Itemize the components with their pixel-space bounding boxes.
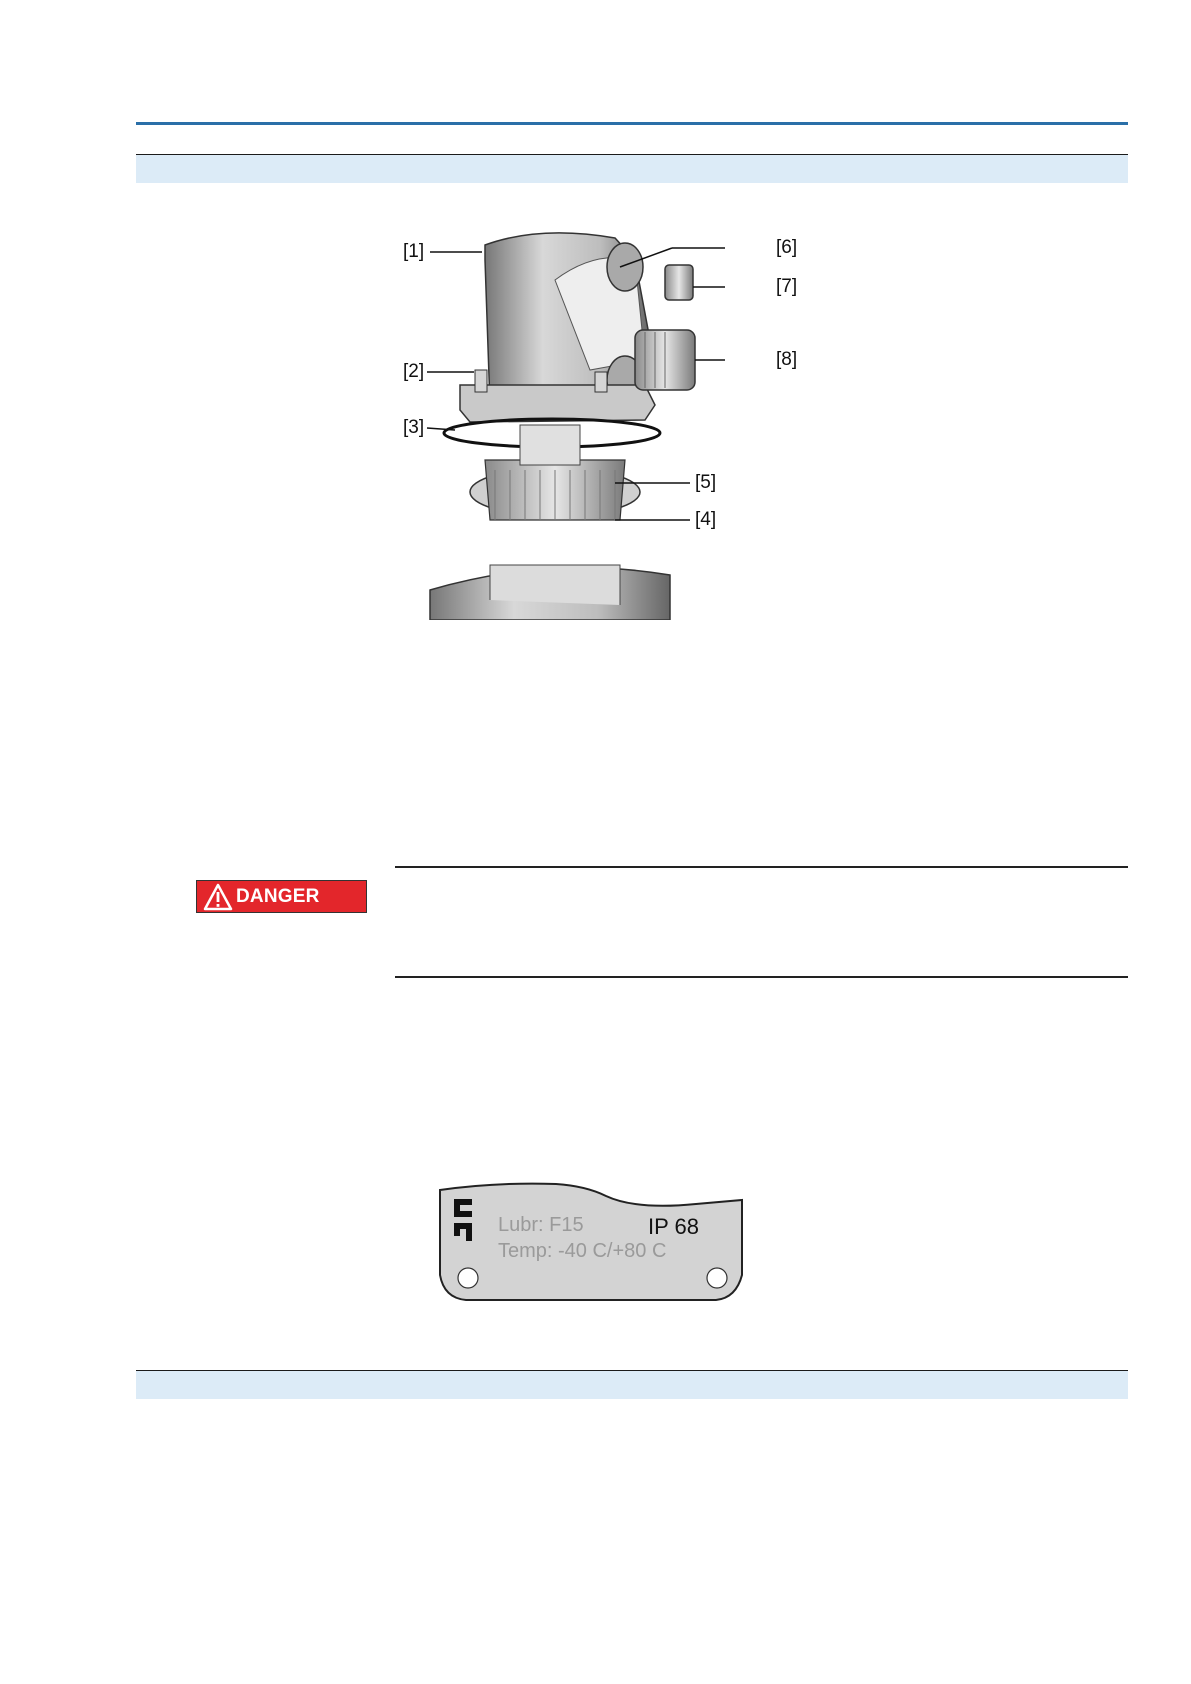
callout-6: [6] xyxy=(776,237,798,258)
callout-2: [2] xyxy=(403,361,425,382)
callout-8: [8] xyxy=(776,349,798,370)
danger-badge xyxy=(196,880,367,913)
plate-ip-rating: IP 68 xyxy=(648,1214,699,1239)
section-bar-top xyxy=(136,154,1128,183)
callout-3: [3] xyxy=(403,417,425,438)
warning-triangle-icon xyxy=(203,883,233,911)
exploded-view-figure xyxy=(390,220,830,620)
plate-temperature: Temp: -40 C/+80 C xyxy=(498,1240,667,1262)
header-rule xyxy=(136,122,1128,125)
danger-label: DANGER xyxy=(236,885,320,907)
callout-7: [7] xyxy=(776,276,798,297)
section-bar-bottom xyxy=(136,1370,1128,1399)
plate-lubricant: Lubr: F15 xyxy=(498,1214,584,1236)
callout-4: [4] xyxy=(695,509,717,530)
callout-5: [5] xyxy=(695,472,717,493)
manufacturer-logo xyxy=(448,1196,478,1248)
notice-rule-top xyxy=(395,866,1128,868)
notice-rule-bottom xyxy=(395,976,1128,978)
callout-1: [1] xyxy=(403,241,425,262)
